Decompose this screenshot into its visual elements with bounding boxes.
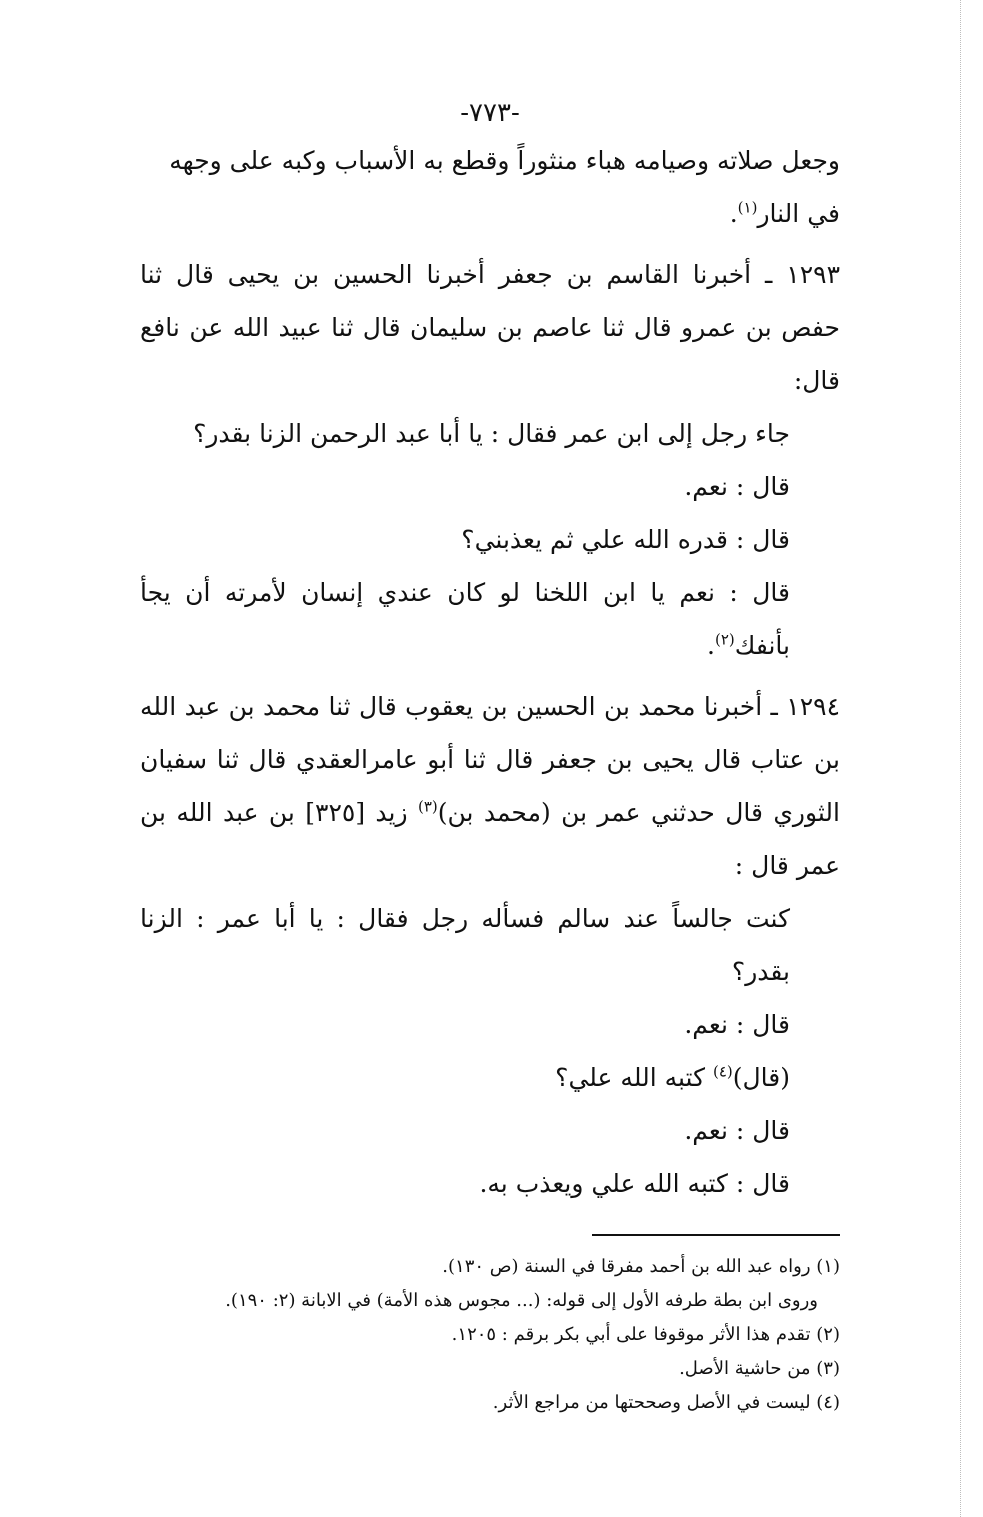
page-number: -٧٧٣- — [460, 98, 520, 128]
paragraph-line: وجعل صلاته وصيامه هباء منثوراً وقطع به الأسباب وكبه على وجهه — [169, 146, 840, 175]
footnote-mark: (٢) — [714, 630, 735, 649]
page-edge-line — [960, 0, 961, 1517]
dialogue-line: قال : قدره الله علي ثم يعذبني؟ — [461, 525, 790, 554]
dialogue-line: قال : نعم. — [684, 1116, 790, 1145]
dialogue-line: قال : نعم. — [684, 472, 790, 501]
footnotes — [140, 1250, 840, 1420]
hadith-1293: ١٢٩٣ ـ أخبرنا القاسم بن جعفر أخبرنا الحسين بن يحيى قال ثنا حفص بن عمرو قال ثنا عاصم بن سليمان قال ثنا عبيد الله عن نافع قال: — [140, 260, 840, 395]
dialogue-line: قال : نعم يا ابن اللخنا لو كان عندي إنسان لأمرته أن يجأ بأنفك$^{(٢)}$. — [140, 578, 790, 660]
dialogue-line: كنت جالساً عند سالم فسأله رجل فقال : يا أبا عمر : الزنا بقدر؟ — [140, 904, 790, 986]
main-text — [140, 134, 840, 1210]
footnote-mark: (١) — [737, 198, 758, 217]
footnote-mark: (٣) — [417, 797, 438, 816]
footnote-divider — [592, 1234, 840, 1236]
dialogue-line: (قال)$^{(٤)}$ كتبه الله علي؟ — [555, 1062, 790, 1092]
paragraph-line: في النار$^{(١)}$. — [729, 198, 840, 228]
hadith-1294: ١٢٩٤ ـ أخبرنا محمد بن الحسين بن يعقوب قال ثنا محمد بن عبد الله بن عتاب قال يحيى بن جعفر قال ثنا أبو عامرالعقدي قال ثنا سفيان الثوري قال حدثني عمر بن (محمد بن)$^{(٣)}$ زيد [٣٢٥] بن عبد الله بن عمر قال : — [140, 692, 840, 880]
dialogue-line: قال : كتبه الله علي ويعذب به. — [479, 1169, 790, 1198]
document-page — [140, 98, 840, 1420]
footnote: (٢) تقدم هذا الأثر موقوفا على أبي بكر برقم : ١٢٠٥. — [451, 1324, 840, 1345]
footnote: وروى ابن بطة طرفه الأول إلى قوله: (... مجوس هذه الأمة) في الابانة (٢: ١٩٠). — [225, 1290, 818, 1311]
footnote: (١) رواه عبد الله بن أحمد مفرقا في السنة (ص ١٣٠). — [442, 1256, 840, 1277]
footnote: (٣) من حاشية الأصل. — [679, 1358, 840, 1379]
footnote-mark: (٤) — [712, 1062, 733, 1081]
dialogue-line: قال : نعم. — [684, 1010, 790, 1039]
footnote: (٤) ليست في الأصل وصححتها من مراجع الأثر. — [492, 1392, 840, 1413]
dialogue-line: جاء رجل إلى ابن عمر فقال : يا أبا عبد الرحمن الزنا بقدر؟ — [193, 419, 790, 448]
